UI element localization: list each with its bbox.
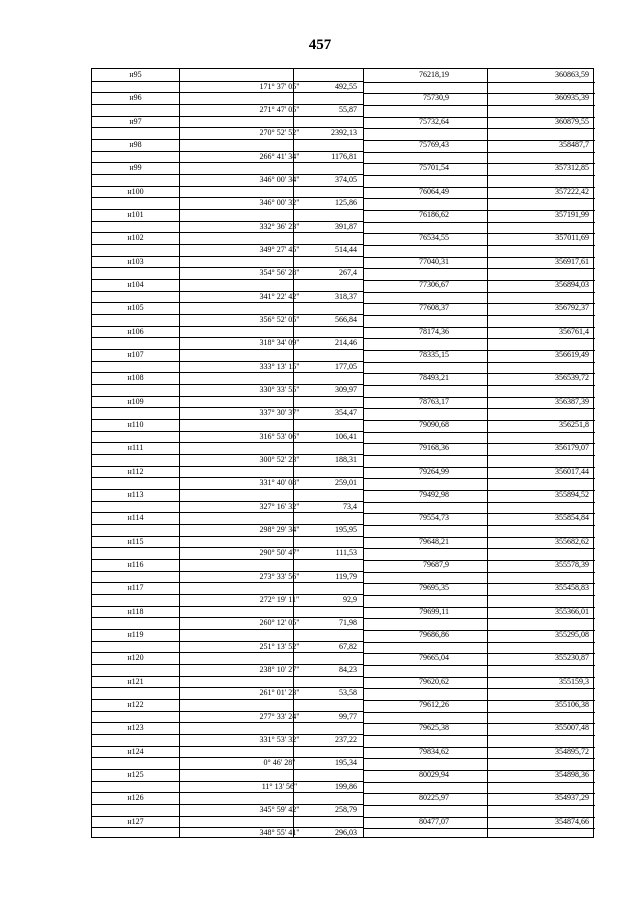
row-divider: [363, 758, 595, 759]
segment-azimuth: 277° 33' 24": [259, 711, 300, 721]
segment-azimuth: 348° 55' 41": [259, 828, 300, 838]
point-y-coordinate: 356017,44: [555, 466, 589, 476]
point-x-coordinate: 79648,21: [419, 536, 449, 546]
row-divider: [363, 478, 595, 479]
point-x-coordinate: 80225,97: [419, 793, 449, 803]
row-divider: [363, 665, 595, 666]
segment-azimuth: 356° 52' 05": [259, 315, 300, 324]
row-divider: [363, 688, 595, 689]
point-y-coordinate: 355682,62: [555, 536, 589, 546]
point-y-coordinate: 356761,4: [559, 326, 589, 336]
segment-length: 53,58: [339, 688, 357, 698]
point-y-coordinate: 356792,37: [555, 303, 589, 313]
segment-length: 188,31: [335, 455, 357, 464]
point-y-coordinate: 360863,59: [555, 70, 589, 79]
segment-length: 195,95: [335, 525, 357, 534]
point-y-coordinate: 356251,8: [559, 420, 589, 429]
segment-length: 237,22: [335, 735, 357, 744]
point-x-coordinate: 79686,86: [419, 630, 449, 639]
row-divider: [363, 362, 595, 363]
segment-azimuth: 271° 47' 05": [259, 105, 300, 114]
row-divider: [363, 198, 595, 199]
point-name: н127: [127, 816, 144, 826]
point-y-coordinate: 355854,84: [555, 513, 589, 523]
row-divider: [363, 828, 595, 829]
segment-azimuth: 0° 46' 28": [263, 758, 296, 768]
point-y-coordinate: 357011,69: [555, 233, 589, 243]
point-y-coordinate: 355366,01: [555, 606, 589, 616]
point-y-coordinate: 357222,42: [555, 186, 589, 196]
segment-azimuth: 11° 13' 56": [261, 781, 298, 791]
segment-length: 391,87: [335, 221, 357, 231]
segment-azimuth: 266° 41' 34": [259, 151, 300, 161]
point-name: н126: [127, 793, 144, 803]
point-x-coordinate: 79834,62: [419, 746, 449, 756]
segment-azimuth: 346° 00' 32": [259, 198, 300, 208]
point-name: н101: [127, 210, 144, 219]
point-name: н122: [127, 700, 144, 709]
point-y-coordinate: 358487,7: [559, 140, 589, 149]
segment-length: 92,9: [343, 595, 357, 604]
segment-azimuth: 260° 12' 05": [259, 618, 300, 628]
point-y-coordinate: 355458,83: [555, 583, 589, 593]
row-divider: [363, 222, 595, 223]
point-y-coordinate: 355295,08: [555, 630, 589, 639]
point-y-coordinate: 356917,61: [555, 256, 589, 266]
row-divider: [363, 128, 595, 129]
page-number: 457: [308, 37, 332, 53]
segment-length: 374,05: [335, 175, 357, 184]
segment-azimuth: 251° 13' 52": [259, 641, 300, 651]
point-name: н114: [127, 513, 144, 523]
segment-azimuth: 346° 00' 34": [259, 175, 300, 184]
point-name: н102: [127, 233, 144, 243]
segment-length: 84,23: [339, 665, 357, 674]
point-y-coordinate: 354895,72: [555, 746, 589, 756]
segment-azimuth: 316° 53' 06": [259, 431, 300, 441]
point-x-coordinate: 79554,73: [419, 513, 449, 523]
segment-azimuth: 341° 22' 42": [259, 291, 300, 301]
point-x-coordinate: 77040,31: [419, 256, 449, 266]
point-x-coordinate: 78335,15: [419, 350, 449, 359]
segment-length: 73,4: [343, 501, 357, 511]
row-divider: [363, 175, 595, 176]
row-divider: [363, 432, 595, 433]
point-name: н98: [129, 140, 142, 149]
point-x-coordinate: 78493,21: [419, 373, 449, 383]
segment-length: 1176,81: [331, 151, 357, 161]
point-x-coordinate: 75730,9: [423, 93, 449, 103]
point-name: н120: [127, 653, 144, 663]
point-name: н113: [127, 490, 144, 499]
segment-length: 195,34: [335, 758, 357, 768]
point-x-coordinate: 78763,17: [419, 396, 449, 406]
point-y-coordinate: 354898,36: [555, 770, 589, 779]
row-divider: [363, 525, 595, 526]
segment-azimuth: 330° 33' 55": [259, 385, 300, 394]
segment-length: 514,44: [335, 245, 357, 254]
point-y-coordinate: 355894,52: [555, 490, 589, 499]
segment-length: 2392,13: [331, 128, 357, 138]
point-name: н125: [127, 770, 144, 779]
point-x-coordinate: 75769,43: [419, 140, 449, 149]
row-divider: [363, 152, 595, 153]
point-name: н100: [127, 186, 144, 196]
segment-azimuth: 332° 36' 23": [259, 221, 300, 231]
row-divider: [363, 385, 595, 386]
segment-length: 177,05: [335, 361, 357, 371]
point-x-coordinate: 75701,54: [419, 163, 449, 173]
point-name: н118: [127, 606, 144, 616]
segment-azimuth: 273° 33' 56": [259, 571, 300, 581]
point-y-coordinate: 357312,85: [555, 163, 589, 173]
point-x-coordinate: 75732,64: [419, 116, 449, 126]
point-x-coordinate: 79612,26: [419, 700, 449, 709]
point-x-coordinate: 76218,19: [419, 70, 449, 79]
segment-length: 55,87: [339, 105, 357, 114]
point-name: н106: [127, 326, 144, 336]
point-name: н99: [129, 163, 142, 173]
segment-length: 67,82: [339, 641, 357, 651]
row-divider: [363, 595, 595, 596]
segment-azimuth: 337° 30' 37": [259, 408, 300, 418]
row-divider: [363, 782, 595, 783]
point-y-coordinate: 355578,39: [555, 560, 589, 569]
segment-length: 492,55: [335, 81, 357, 91]
point-name: н103: [127, 256, 144, 266]
point-x-coordinate: 79625,38: [419, 723, 449, 733]
row-divider: [363, 735, 595, 736]
point-x-coordinate: 78174,36: [419, 326, 449, 336]
point-x-coordinate: 76064,49: [419, 186, 449, 196]
point-x-coordinate: 79620,62: [419, 676, 449, 686]
segment-azimuth: 354° 56' 28": [259, 268, 300, 278]
segment-length: 214,46: [335, 338, 357, 348]
row-divider: [363, 618, 595, 619]
point-name: н96: [129, 93, 142, 103]
point-x-coordinate: 79699,11: [419, 606, 449, 616]
segment-azimuth: 331° 40' 08": [259, 478, 300, 488]
row-divider: [363, 315, 595, 316]
point-x-coordinate: 79665,04: [419, 653, 449, 663]
segment-azimuth: 272° 19' 11": [259, 595, 300, 604]
point-x-coordinate: 79264,99: [419, 466, 449, 476]
point-x-coordinate: 79168,36: [419, 443, 449, 453]
row-divider: [363, 572, 595, 573]
point-y-coordinate: 354937,29: [555, 793, 589, 803]
row-divider: [363, 292, 595, 293]
segment-length: 258,79: [335, 805, 357, 814]
segment-length: 566,84: [335, 315, 357, 324]
segment-azimuth: 290° 50' 47": [259, 548, 300, 558]
point-y-coordinate: 360879,55: [555, 116, 589, 126]
segment-azimuth: 261° 01' 23": [259, 688, 300, 698]
point-name: н108: [127, 373, 144, 383]
point-x-coordinate: 80029,94: [419, 770, 449, 779]
segment-azimuth: 318° 34' 09": [259, 338, 300, 348]
row-divider: [363, 408, 595, 409]
point-name: н107: [127, 350, 144, 359]
point-name: н123: [127, 723, 144, 733]
point-x-coordinate: 76186,62: [419, 210, 449, 219]
segment-azimuth: 270° 52' 52": [259, 128, 300, 138]
row-divider: [363, 338, 595, 339]
point-name: н115: [127, 536, 144, 546]
point-name: н110: [127, 420, 144, 429]
point-name: н111: [127, 443, 144, 453]
point-name: н105: [127, 303, 144, 313]
segment-azimuth: 333° 13' 15": [259, 361, 300, 371]
point-name: н124: [127, 746, 144, 756]
segment-length: 259,01: [335, 478, 357, 488]
point-y-coordinate: 356894,03: [555, 280, 589, 289]
segment-azimuth: 300° 52' 23": [259, 455, 300, 464]
point-name: н112: [127, 466, 144, 476]
point-x-coordinate: 79090,68: [419, 420, 449, 429]
row-divider: [363, 455, 595, 456]
row-divider: [363, 642, 595, 643]
point-y-coordinate: 356179,07: [555, 443, 589, 453]
point-name: н97: [129, 116, 142, 126]
point-x-coordinate: 79492,98: [419, 490, 449, 499]
point-x-coordinate: 77608,37: [419, 303, 449, 313]
segment-length: 71,98: [339, 618, 357, 628]
segment-length: 111,53: [335, 548, 357, 558]
segment-length: 199,86: [335, 781, 357, 791]
point-y-coordinate: 354874,66: [555, 816, 589, 826]
point-name: н116: [127, 560, 144, 569]
segment-length: 125,86: [335, 198, 357, 208]
segment-azimuth: 327° 16' 32": [259, 501, 300, 511]
point-name: н109: [127, 396, 144, 406]
segment-azimuth: 345° 59' 42": [259, 805, 300, 814]
point-name: н104: [127, 280, 144, 289]
row-divider: [363, 548, 595, 549]
point-y-coordinate: 355106,38: [555, 700, 589, 709]
point-y-coordinate: 360935,39: [555, 93, 589, 103]
point-y-coordinate: 357191,99: [555, 210, 589, 219]
coordinates-table: [91, 68, 594, 838]
point-y-coordinate: 356619,49: [555, 350, 589, 359]
row-divider: [363, 268, 595, 269]
point-x-coordinate: 80477,07: [419, 816, 449, 826]
point-y-coordinate: 356539,72: [555, 373, 589, 383]
segment-length: 354,47: [335, 408, 357, 418]
row-divider: [363, 805, 595, 806]
row-divider: [363, 245, 595, 246]
row-divider: [363, 712, 595, 713]
segment-length: 296,03: [335, 828, 357, 838]
point-name: н95: [129, 70, 142, 79]
segment-length: 309,97: [335, 385, 357, 394]
segment-length: 106,41: [335, 431, 357, 441]
segment-length: 267,4: [339, 268, 357, 278]
segment-length: 99,77: [339, 711, 357, 721]
row-divider: [363, 502, 595, 503]
point-x-coordinate: 79687,9: [423, 560, 449, 569]
row-divider: [363, 105, 595, 106]
segment-azimuth: 298° 29' 34": [259, 525, 300, 534]
point-y-coordinate: 355007,48: [555, 723, 589, 733]
segment-length: 318,37: [335, 291, 357, 301]
row-divider: [363, 82, 595, 83]
segment-azimuth: 349° 27' 45": [259, 245, 300, 254]
point-name: н121: [127, 676, 144, 686]
point-x-coordinate: 76534,55: [419, 233, 449, 243]
point-name: н117: [127, 583, 144, 593]
point-x-coordinate: 79695,35: [419, 583, 449, 593]
segment-azimuth: 171° 37' 05": [259, 81, 300, 91]
point-x-coordinate: 77306,67: [419, 280, 449, 289]
point-y-coordinate: 356387,39: [555, 396, 589, 406]
segment-azimuth: 238° 10' 27": [259, 665, 300, 674]
point-y-coordinate: 355230,87: [555, 653, 589, 663]
point-name: н119: [127, 630, 144, 639]
segment-azimuth: 331° 53' 32": [259, 735, 300, 744]
segment-length: 119,79: [335, 571, 357, 581]
point-y-coordinate: 355159,3: [559, 676, 589, 686]
